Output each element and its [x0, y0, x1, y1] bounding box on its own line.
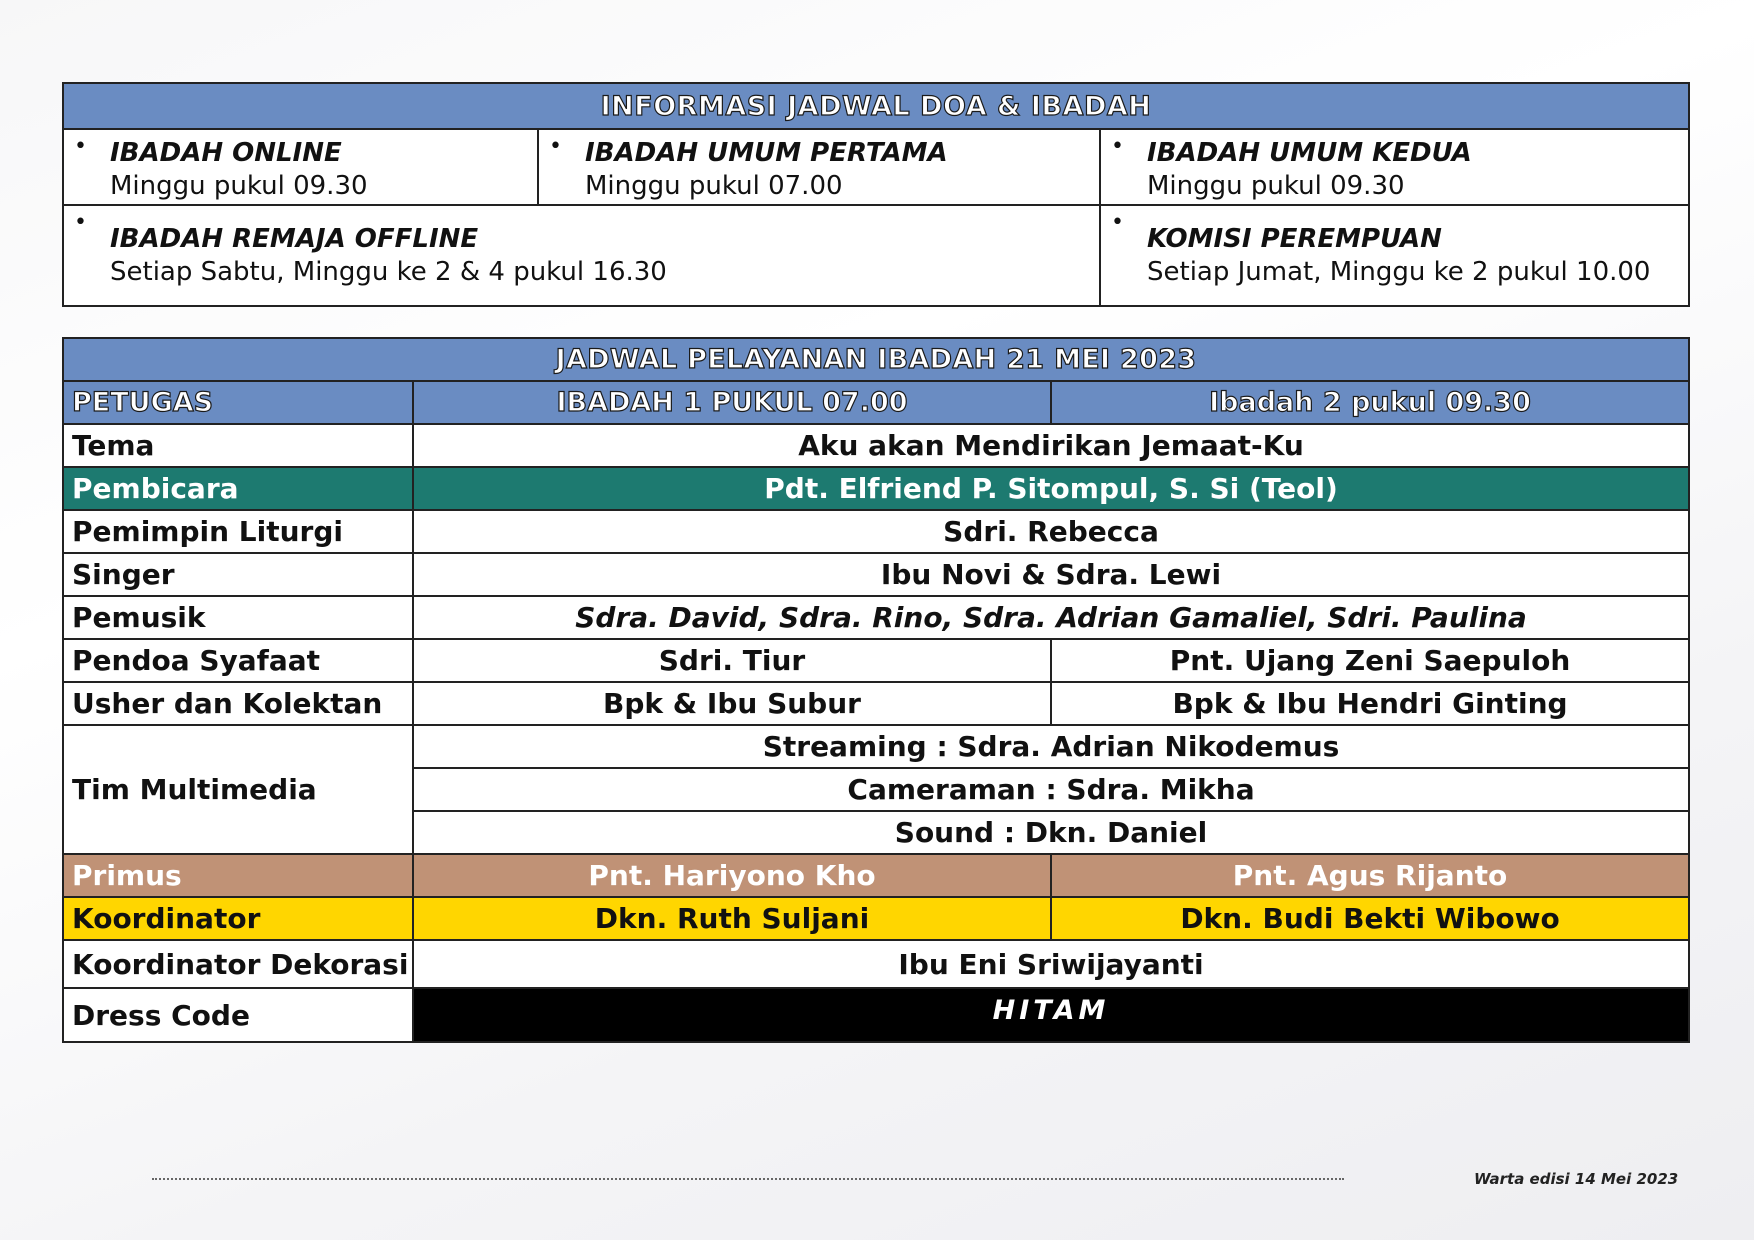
schedule-title: JADWAL PELAYANAN IBADAH 21 MEI 2023 — [63, 338, 1689, 381]
row-label: Primus — [63, 854, 413, 897]
info-item-title: IBADAH UMUM PERTAMA — [585, 138, 948, 168]
row-label: Pembicara — [63, 467, 413, 510]
row-koordinator — [63, 897, 1689, 940]
dress-code-value: HITAM — [413, 988, 1689, 1042]
row-label: Koordinator Dekorasi — [63, 940, 413, 988]
footer-dotted-line — [152, 1178, 1344, 1180]
row-dress-code — [63, 988, 1689, 1042]
col-header-ibadah2: Ibadah 2 pukul 09.30 — [1051, 381, 1689, 424]
row-label: Singer — [63, 553, 413, 596]
tema-value: Aku akan Mendirikan Jemaat-Ku — [413, 424, 1689, 467]
info-item-ibadah-online — [63, 129, 538, 205]
info-item-title: KOMISI PEREMPUAN — [1147, 224, 1442, 254]
info-item-schedule: Minggu pukul 09.30 — [110, 171, 368, 201]
info-item-title: IBADAH UMUM KEDUA — [1147, 138, 1472, 168]
pemusik-value: Sdra. David, Sdra. Rino, Sdra. Adrian Gamaliel, Sdri. Paulina — [413, 596, 1689, 639]
liturgi-value: Sdri. Rebecca — [413, 510, 1689, 553]
col-header-petugas: PETUGAS — [63, 381, 413, 424]
multimedia-streaming: Streaming : Sdra. Adrian Nikodemus — [413, 725, 1689, 768]
pendoa-ibadah2: Pnt. Ujang Zeni Saepuloh — [1051, 639, 1689, 682]
info-item-title: IBADAH REMAJA OFFLINE — [110, 224, 479, 254]
bullet: • — [1111, 134, 1124, 159]
bullet: • — [74, 210, 87, 235]
multimedia-sound: Sound : Dkn. Daniel — [413, 811, 1689, 854]
row-dekorasi — [63, 940, 1689, 988]
col-header-ibadah1: IBADAH 1 PUKUL 07.00 — [413, 381, 1051, 424]
row-label: Tema — [63, 424, 413, 467]
primus-ibadah2: Pnt. Agus Rijanto — [1051, 854, 1689, 897]
usher-ibadah2: Bpk & Ibu Hendri Ginting — [1051, 682, 1689, 725]
koordinator-ibadah2: Dkn. Budi Bekti Wibowo — [1051, 897, 1689, 940]
info-table — [62, 82, 1690, 307]
primus-ibadah1: Pnt. Hariyono Kho — [413, 854, 1051, 897]
row-label: Usher dan Kolektan — [63, 682, 413, 725]
row-primus — [63, 854, 1689, 897]
bullet: • — [549, 134, 562, 159]
multimedia-cameraman: Cameraman : Sdra. Mikha — [413, 768, 1689, 811]
bullet: • — [1111, 210, 1124, 235]
row-singer — [63, 553, 1689, 596]
pembicara-value: Pdt. Elfriend P. Sitompul, S. Si (Teol) — [413, 467, 1689, 510]
info-item-schedule: Minggu pukul 07.00 — [585, 171, 843, 201]
row-usher — [63, 682, 1689, 725]
info-item-title: IBADAH ONLINE — [110, 138, 342, 168]
row-label: Pendoa Syafaat — [63, 639, 413, 682]
row-tema — [63, 424, 1689, 467]
row-label: Dress Code — [63, 988, 413, 1042]
info-title: INFORMASI JADWAL DOA & IBADAH — [63, 83, 1689, 129]
row-pendoa — [63, 639, 1689, 682]
bullet: • — [74, 134, 87, 159]
info-item-schedule: Setiap Sabtu, Minggu ke 2 & 4 pukul 16.30 — [110, 257, 667, 287]
schedule-table — [62, 337, 1690, 1043]
info-item-ibadah-remaja — [63, 205, 1100, 306]
info-item-schedule: Minggu pukul 09.30 — [1147, 171, 1405, 201]
row-label: Pemusik — [63, 596, 413, 639]
row-multimedia — [63, 725, 1689, 768]
info-item-ibadah-umum-pertama — [538, 129, 1100, 205]
row-liturgi — [63, 510, 1689, 553]
footer-edition: Warta edisi 14 Mei 2023 — [1474, 1170, 1679, 1188]
koordinator-ibadah1: Dkn. Ruth Suljani — [413, 897, 1051, 940]
row-pembicara — [63, 467, 1689, 510]
row-label: Koordinator — [63, 897, 413, 940]
info-item-schedule: Setiap Jumat, Minggu ke 2 pukul 10.00 — [1147, 257, 1651, 287]
row-label: Tim Multimedia — [63, 725, 413, 854]
row-pemusik — [63, 596, 1689, 639]
pendoa-ibadah1: Sdri. Tiur — [413, 639, 1051, 682]
info-item-komisi-perempuan — [1100, 205, 1689, 306]
usher-ibadah1: Bpk & Ibu Subur — [413, 682, 1051, 725]
info-item-ibadah-umum-kedua — [1100, 129, 1689, 205]
singer-value: Ibu Novi & Sdra. Lewi — [413, 553, 1689, 596]
dekorasi-value: Ibu Eni Sriwijayanti — [413, 940, 1689, 988]
row-label: Pemimpin Liturgi — [63, 510, 413, 553]
